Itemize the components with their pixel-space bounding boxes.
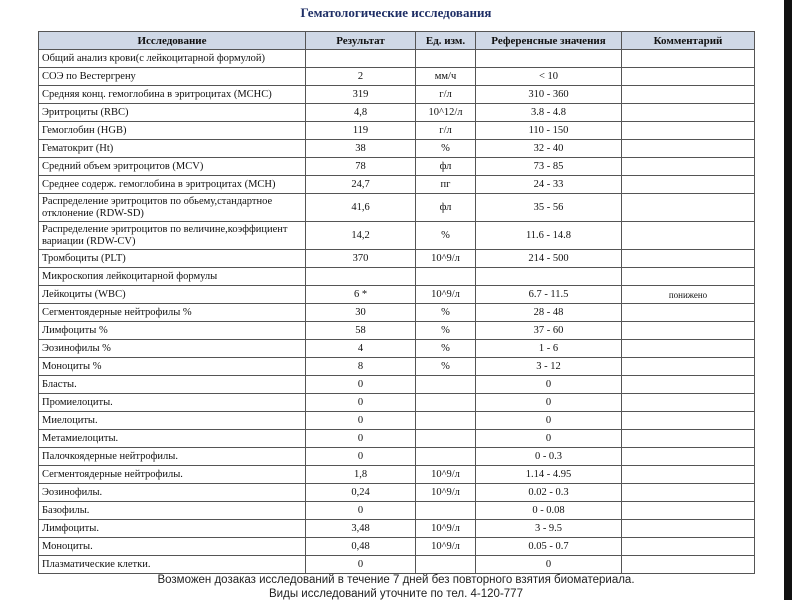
cell-result: 38 [306,140,416,158]
cell-comment [622,466,755,484]
cell-test-name: Лимфоциты. [39,520,306,538]
cell-unit [416,50,476,68]
cell-unit: г/л [416,122,476,140]
cell-unit: 10^9/л [416,466,476,484]
cell-reference: 32 - 40 [476,140,622,158]
cell-test-name: Общий анализ крови(с лейкоцитарной формулой) [39,50,306,68]
table-row [39,286,755,304]
cell-reference: 3 - 9.5 [476,520,622,538]
cell-reference: < 10 [476,68,622,86]
cell-result: 30 [306,304,416,322]
page-title: Гематологические исследования [300,5,492,20]
cell-reference [476,50,622,68]
cell-reference: 0 - 0.3 [476,448,622,466]
table-row [39,268,755,286]
table-row [39,140,755,158]
cell-reference: 6.7 - 11.5 [476,286,622,304]
cell-comment [622,104,755,122]
cell-test-name: Моноциты. [39,538,306,556]
table-row [39,222,755,250]
column-header-test: Исследование [39,32,306,50]
cell-reference: 0 [476,376,622,394]
cell-reference: 37 - 60 [476,322,622,340]
cell-reference: 0 [476,556,622,574]
table-row [39,322,755,340]
results-table [38,31,755,574]
cell-result: 2 [306,68,416,86]
cell-test-name: Сегментоядерные нейтрофилы % [39,304,306,322]
cell-result: 0 [306,430,416,448]
table-row [39,556,755,574]
table-row [39,448,755,466]
cell-unit: 10^9/л [416,520,476,538]
cell-reference: 35 - 56 [476,194,622,222]
column-header-reference: Референсные значения [476,32,622,50]
table-row [39,86,755,104]
cell-result: 0 [306,394,416,412]
cell-unit: % [416,358,476,376]
cell-result: 0 [306,376,416,394]
cell-comment [622,250,755,268]
cell-reference: 1 - 6 [476,340,622,358]
cell-unit: фл [416,158,476,176]
cell-unit [416,412,476,430]
table-row [39,376,755,394]
cell-unit: % [416,322,476,340]
table-row [39,358,755,376]
cell-reference: 3.8 - 4.8 [476,104,622,122]
table-row [39,304,755,322]
cell-test-name: Распределение эритроцитов по обьему,стандартное отклонение (RDW-SD) [39,194,306,222]
cell-test-name: Промиелоциты. [39,394,306,412]
cell-reference: 214 - 500 [476,250,622,268]
table-row [39,50,755,68]
cell-comment [622,140,755,158]
cell-result: 4 [306,340,416,358]
cell-comment [622,194,755,222]
cell-comment [622,268,755,286]
table-row [39,394,755,412]
cell-comment [622,538,755,556]
cell-unit: % [416,304,476,322]
cell-test-name: Тромбоциты (PLT) [39,250,306,268]
cell-unit: г/л [416,86,476,104]
table-row [39,412,755,430]
table-row [39,176,755,194]
cell-test-name: Лейкоциты (WBC) [39,286,306,304]
cell-test-name: Лимфоциты % [39,322,306,340]
cell-comment [622,322,755,340]
cell-result: 0,48 [306,538,416,556]
cell-comment [622,394,755,412]
cell-reference: 0 [476,412,622,430]
cell-comment [622,50,755,68]
cell-result: 319 [306,86,416,104]
cell-unit: 10^9/л [416,538,476,556]
cell-result: 370 [306,250,416,268]
table-row [39,250,755,268]
cell-test-name: Сегментоядерные нейтрофилы. [39,466,306,484]
cell-comment [622,448,755,466]
cell-unit [416,430,476,448]
cell-test-name: Эозинофилы. [39,484,306,502]
cell-unit: фл [416,194,476,222]
cell-unit [416,502,476,520]
cell-result: 119 [306,122,416,140]
cell-result: 0 [306,556,416,574]
cell-comment [622,68,755,86]
cell-reference: 0.02 - 0.3 [476,484,622,502]
cell-unit: пг [416,176,476,194]
cell-result [306,50,416,68]
cell-test-name: Миелоциты. [39,412,306,430]
cell-result: 8 [306,358,416,376]
cell-result: 0 [306,448,416,466]
cell-result: 4,8 [306,104,416,122]
cell-result: 14,2 [306,222,416,250]
table-row [39,158,755,176]
table-row [39,466,755,484]
cell-test-name: Гематокрит (Ht) [39,140,306,158]
cell-unit [416,376,476,394]
cell-result: 24,7 [306,176,416,194]
cell-result: 1,8 [306,466,416,484]
cell-test-name: Эозинофилы % [39,340,306,358]
table-row [39,122,755,140]
cell-comment [622,376,755,394]
cell-unit [416,268,476,286]
cell-test-name: Моноциты % [39,358,306,376]
cell-reference: 11.6 - 14.8 [476,222,622,250]
cell-unit: 10^9/л [416,286,476,304]
cell-comment [622,176,755,194]
cell-result: 78 [306,158,416,176]
cell-comment [622,412,755,430]
table-row [39,104,755,122]
table-row [39,538,755,556]
cell-reference: 24 - 33 [476,176,622,194]
cell-result: 3,48 [306,520,416,538]
cell-test-name: Гемоглобин (HGB) [39,122,306,140]
cell-test-name: Палочкоядерные нейтрофилы. [39,448,306,466]
cell-unit: % [416,140,476,158]
cell-test-name: Метамиелоциты. [39,430,306,448]
cell-comment [622,86,755,104]
table-row [39,68,755,86]
cell-comment [622,520,755,538]
cell-comment [622,484,755,502]
cell-test-name: Плазматические клетки. [39,556,306,574]
column-header-result: Результат [306,32,416,50]
table-row [39,502,755,520]
cell-unit: % [416,340,476,358]
cell-comment [622,556,755,574]
cell-unit: 10^12/л [416,104,476,122]
table-row [39,340,755,358]
table-row [39,430,755,448]
cell-comment [622,122,755,140]
cell-reference: 1.14 - 4.95 [476,466,622,484]
cell-unit [416,448,476,466]
cell-unit [416,556,476,574]
cell-comment [622,158,755,176]
cell-comment [622,358,755,376]
table-body [39,50,755,574]
cell-test-name: Микроскопия лейкоцитарной формулы [39,268,306,286]
cell-test-name: Бласты. [39,376,306,394]
cell-reference: 73 - 85 [476,158,622,176]
cell-test-name: Распределение эритроцитов по величине,коэффициент вариации (RDW-CV) [39,222,306,250]
cell-result [306,268,416,286]
cell-reference: 0.05 - 0.7 [476,538,622,556]
cell-comment [622,430,755,448]
cell-reference: 3 - 12 [476,358,622,376]
cell-test-name: Среднее содерж. гемоглобина в эритроцитах (MCH) [39,176,306,194]
footer-line-2: Виды исследований уточните по тел. 4-120-777 [269,588,523,600]
cell-test-name: Эритроциты (RBC) [39,104,306,122]
cell-reference: 110 - 150 [476,122,622,140]
cell-result: 0 [306,502,416,520]
column-header-unit: Ед. изм. [416,32,476,50]
cell-unit [416,394,476,412]
cell-unit: мм/ч [416,68,476,86]
cell-test-name: Средний объем эритроцитов (MCV) [39,158,306,176]
cell-unit: % [416,222,476,250]
column-header-comment: Комментарий [622,32,755,50]
cell-unit: 10^9/л [416,250,476,268]
cell-comment [622,222,755,250]
cell-reference: 0 [476,430,622,448]
cell-result: 6 * [306,286,416,304]
cell-test-name: Базофилы. [39,502,306,520]
cell-result: 0 [306,412,416,430]
cell-comment [622,502,755,520]
cell-result: 41,6 [306,194,416,222]
cell-comment: понижено [622,286,755,304]
cell-reference: 0 - 0.08 [476,502,622,520]
cell-test-name: Средняя конц. гемоглобина в эритроцитах (MCHC) [39,86,306,104]
cell-comment [622,304,755,322]
footer-note [0,573,792,601]
cell-unit: 10^9/л [416,484,476,502]
cell-test-name: СОЭ по Вестергрену [39,68,306,86]
cell-comment [622,340,755,358]
table-row [39,484,755,502]
window-edge [784,0,792,600]
cell-reference: 310 - 360 [476,86,622,104]
table-row [39,194,755,222]
table-row [39,520,755,538]
cell-reference: 28 - 48 [476,304,622,322]
cell-result: 58 [306,322,416,340]
cell-reference: 0 [476,394,622,412]
cell-reference [476,268,622,286]
cell-result: 0,24 [306,484,416,502]
footer-line-1: Возможен дозаказ исследований в течение 7 дней без повторного взятия биоматериала. [157,574,635,586]
table-header-row [39,32,755,50]
